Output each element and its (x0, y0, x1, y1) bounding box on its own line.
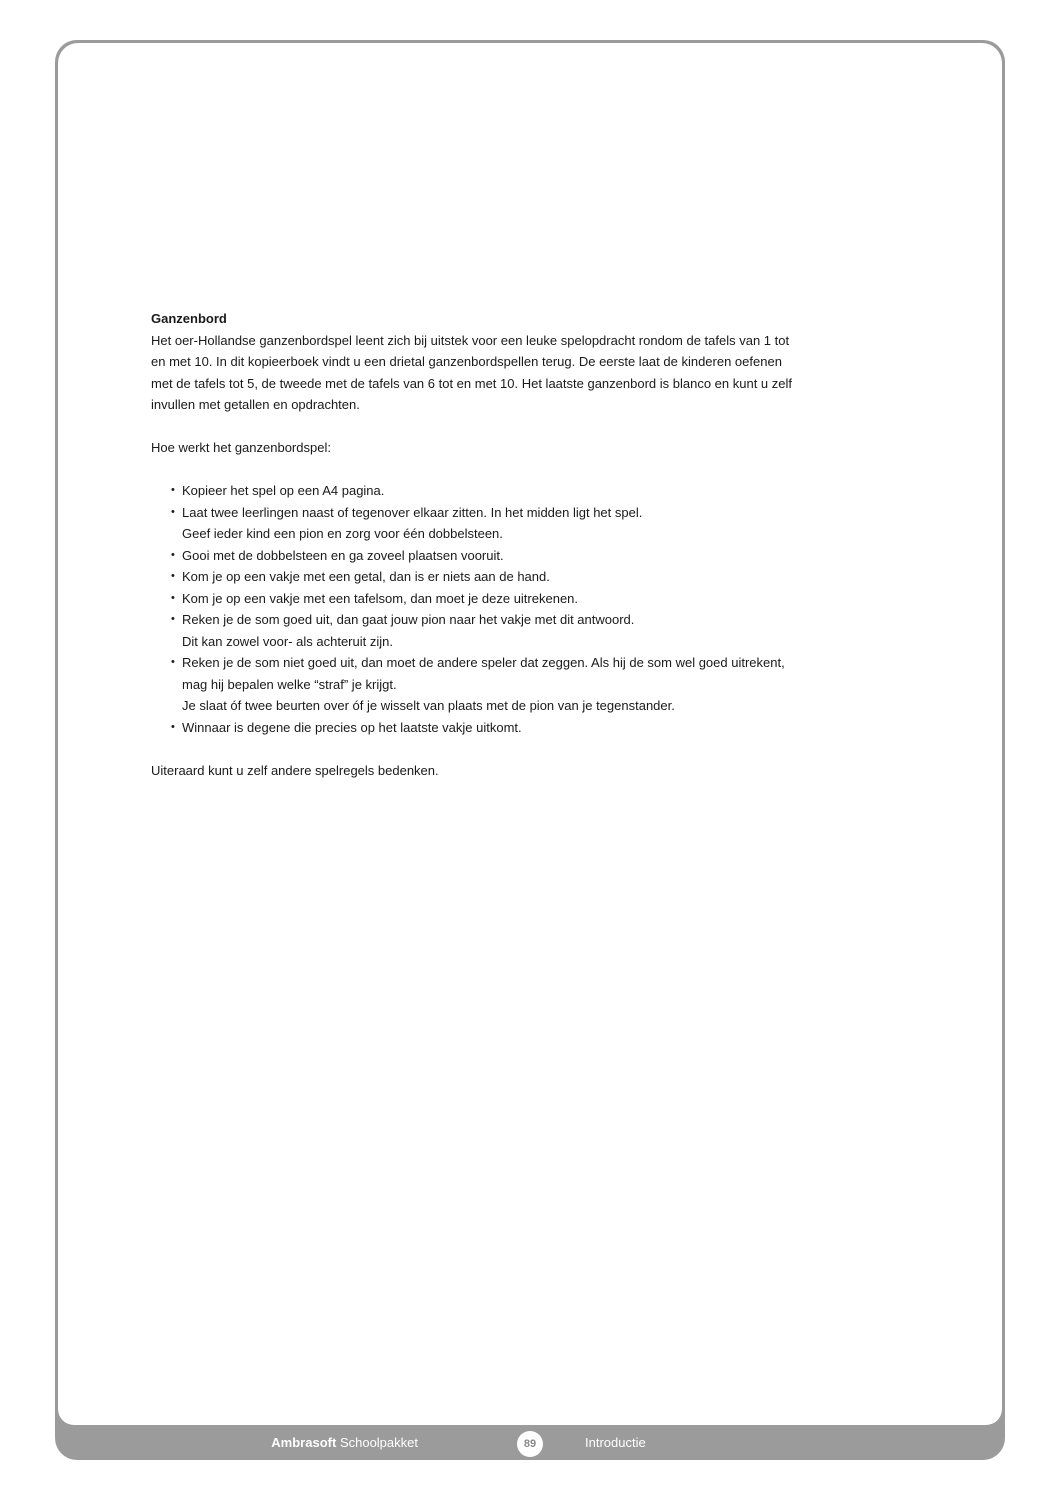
rule-line: • Kom je op een vakje met een getal, dan is er niets aan de hand. (182, 569, 550, 584)
closing-text: Uiteraard kunt u zelf andere spelregels bedenken. (151, 762, 439, 778)
intro-line: met de tafels tot 5, de tweede met de tafels van 6 tot en met 10. Het laatste ganzenbord is blanco en kunt u zelf (151, 375, 792, 391)
footer-brand: Ambrasoft (271, 1435, 337, 1450)
rule-line: Dit kan zowel voor- als achteruit zijn. (182, 633, 393, 649)
rule-item (171, 717, 871, 739)
article (151, 308, 871, 781)
footer-title (271, 1435, 418, 1450)
footer-section: Introductie (585, 1435, 646, 1450)
rules-list (151, 480, 871, 738)
intro-line: en met 10. In dit kopieerboek vindt u een drietal ganzenbordspellen terug. De eerste laat de kinderen oefenen (151, 354, 782, 369)
rule-item (171, 502, 871, 545)
rule-line: • Gooi met de dobbelsteen en ga zoveel plaatsen vooruit. (182, 547, 504, 563)
rule-item (171, 480, 871, 502)
rule-line: • Kopieer het spel op een A4 pagina. (182, 483, 385, 498)
page-number: 89 (517, 1431, 543, 1457)
rule-line: • Reken je de som goed uit, dan gaat jouw pion naar het vakje met dit antwoord. (182, 612, 635, 627)
intro-line: Het oer-Hollandse ganzenbordspel leent zich bij uitstek voor een leuke spelopdracht rondom de tafels van 1 tot (151, 332, 790, 348)
spacer (151, 416, 871, 438)
spacer (151, 459, 871, 481)
footer-product: Schoolpakket (339, 1435, 418, 1450)
intro-line: invullen met getallen en opdrachten. (151, 397, 360, 412)
rule-item (171, 588, 871, 610)
rule-item (171, 545, 871, 567)
intro-paragraph (151, 330, 871, 416)
rule-line: Geef ieder kind een pion en zorg voor één dobbelsteen. (182, 526, 503, 541)
rule-line: • Reken je de som niet goed uit, dan moet de andere speler dat zeggen. Als hij de som wel goed uitrekent, (182, 655, 785, 670)
rule-item (171, 652, 871, 717)
how-label: Hoe werkt het ganzenbordspel: (151, 440, 331, 455)
rule-item (171, 609, 871, 652)
spacer (151, 738, 871, 760)
rule-item (171, 566, 871, 588)
rule-line: • Laat twee leerlingen naast of tegenover elkaar zitten. In het midden ligt het spel. (182, 504, 643, 520)
rule-line: mag hij bepalen welke “straf” je krijgt. (182, 676, 397, 692)
section-heading: Ganzenbord (151, 311, 227, 326)
rule-line: Je slaat óf twee beurten over óf je wisselt van plaats met de pion van je tegenstander. (182, 698, 675, 713)
rule-line: • Winnaar is degene die precies op het laatste vakje uitkomt. (182, 719, 522, 735)
rule-line: • Kom je op een vakje met een tafelsom, dan moet je deze uitrekenen. (182, 590, 579, 606)
page-footer (55, 1425, 1005, 1461)
